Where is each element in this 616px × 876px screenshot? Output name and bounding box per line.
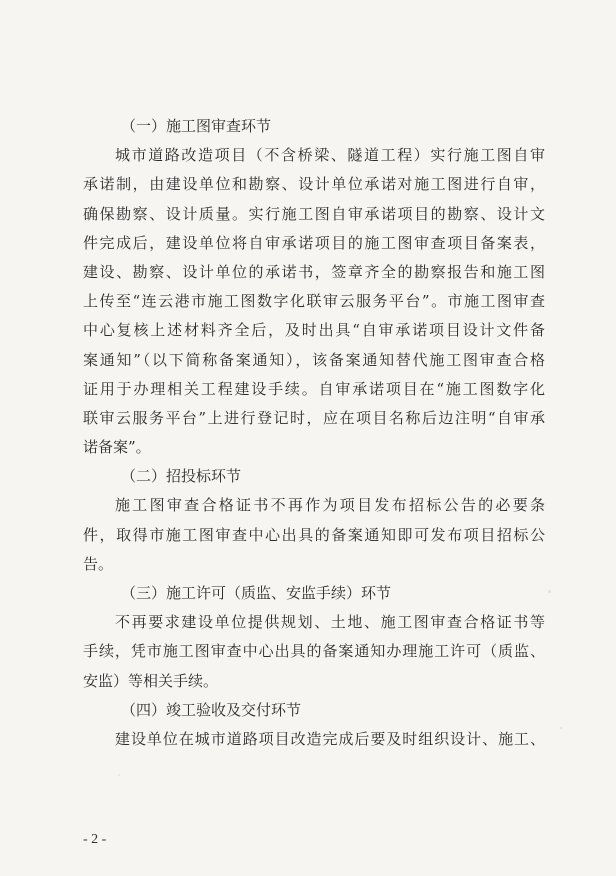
scan-speck xyxy=(548,590,551,593)
paragraph-line: 手续，凭市施工图审查中心出具的备案通知办理施工许可（质监、 xyxy=(83,642,545,661)
paragraph-line: 安监）等相关手续。 xyxy=(83,671,219,690)
paragraph-line: 城市道路改造项目（不含桥梁、隧道工程）实行施工图自审 xyxy=(115,146,545,165)
page-number: - 2 - xyxy=(83,832,107,847)
paragraph-line: 件，取得市施工图审查中心出具的备案通知即可发布项目招标公 xyxy=(83,525,545,544)
scan-speck xyxy=(118,774,120,776)
paragraph-line: 联审云服务平台”上进行登记时，应在项目名称后边注明“自审承 xyxy=(83,408,545,427)
paragraph-line: 建设、勘察、设计单位的承诺书，签章齐全的勘察报告和施工图 xyxy=(83,262,545,281)
scan-speck xyxy=(560,727,562,729)
paragraph-line: 不再要求建设单位提供规划、土地、施工图审查合格证书等 xyxy=(115,613,545,632)
document-body xyxy=(83,112,545,754)
section-heading-3: （三）施工许可（质监、安监手续）环节 xyxy=(121,584,392,602)
paragraph-line: 建设单位在城市道路项目改造完成后要及时组织设计、施工、 xyxy=(115,729,545,748)
paragraph-line: 上传至“连云港市施工图数字化联审云服务平台”。市施工图审查 xyxy=(83,292,545,311)
paragraph-line: 诺备案”。 xyxy=(83,438,151,457)
paragraph-line: 案通知”（以下简称备案通知），该备案通知替代施工图审查合格 xyxy=(83,350,545,369)
paragraph-line: 告。 xyxy=(83,554,114,573)
paragraph-line: 承诺制，由建设单位和勘察、设计单位承诺对施工图进行自审， xyxy=(83,175,545,194)
section-heading-2: （二）招投标环节 xyxy=(121,467,242,486)
paragraph-line: 件完成后，建设单位将自审承诺项目的施工图审查项目备案表， xyxy=(83,233,545,252)
paragraph-line: 施工图审查合格证书不再作为项目发布招标公告的必要条 xyxy=(115,496,545,515)
paragraph-line: 确保勘察、设计质量。实行施工图自审承诺项目的勘察、设计文 xyxy=(83,204,545,223)
section-heading-1: （一）施工图审查环节 xyxy=(121,117,272,135)
paragraph-line: 中心复核上述材料齐全后，及时出具“自审承诺项目设计文件备 xyxy=(83,321,545,340)
section-heading-4: （四）竣工验收及交付环节 xyxy=(121,700,302,719)
paragraph-line: 证用于办理相关工程建设手续。自审承诺项目在“施工图数字化 xyxy=(83,379,545,398)
